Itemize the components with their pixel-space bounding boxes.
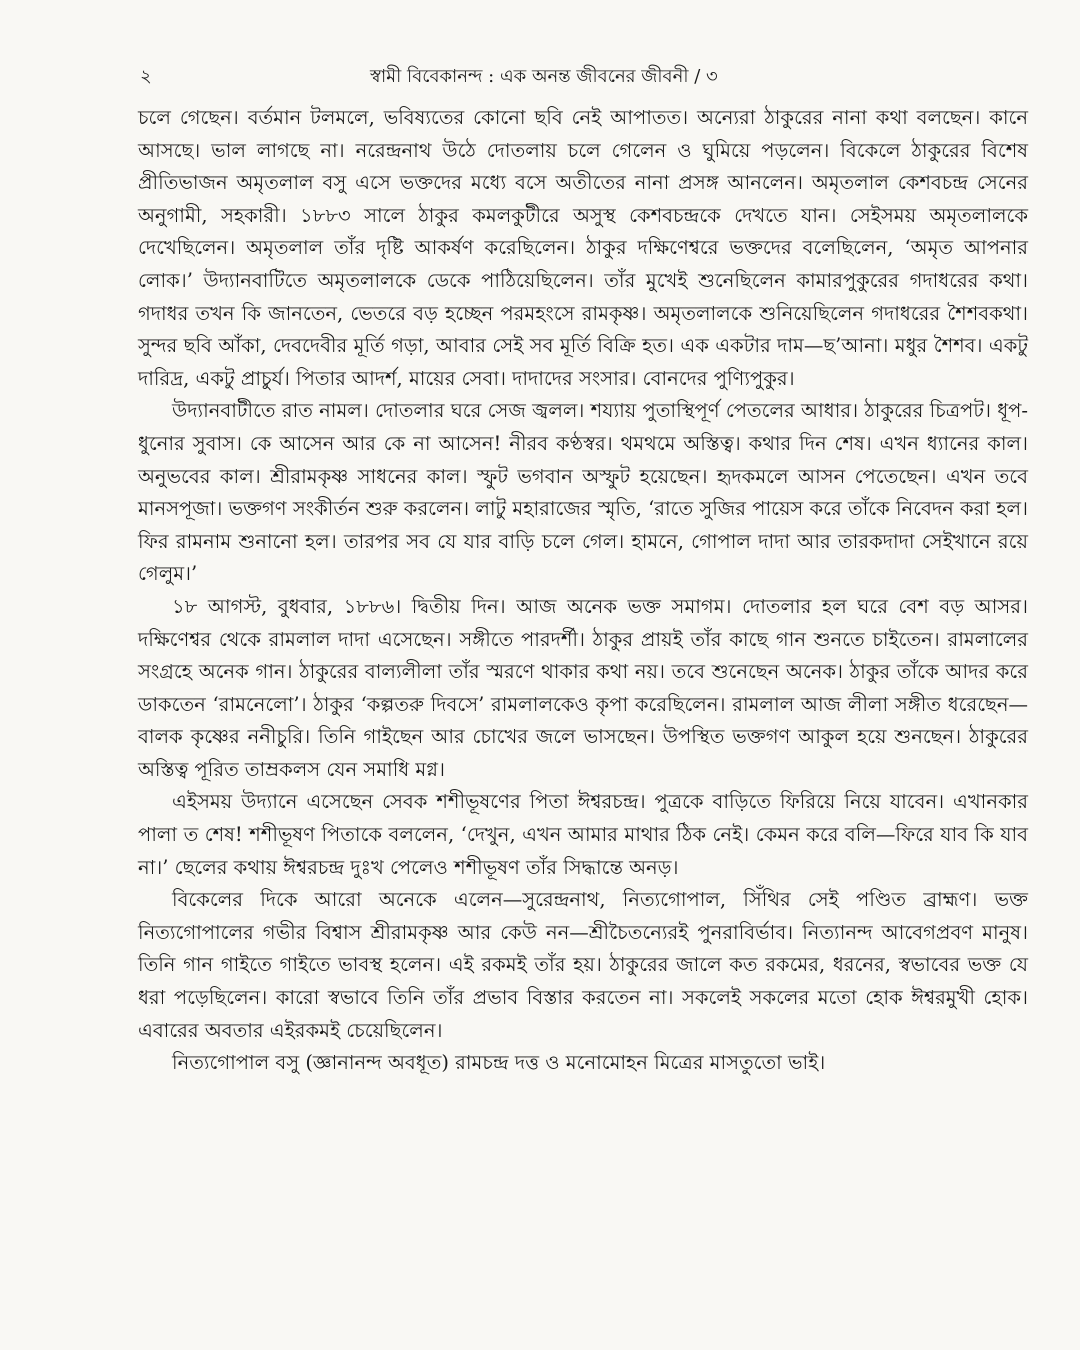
paragraph: উদ্যানবাটীতে রাত নামল। দোতলার ঘরে সেজ জ্বলল। শয্যায় পুতাস্থিপূর্ণ পেতলের আধার। ঠাকুরের চিত্রপট। ধূপ-ধুনোর সুবাস। কে আসেন আর কে না আসেন! নীরব কণ্ঠস্বর। থমথমে অস্তিত্ব। কথার দিন শেষ। এখন ধ্যানের কাল। অনুভবের কাল। শ্রীরামকৃষ্ণ সাধনের কাল। স্ফুট ভগবান অস্ফুট হয়েছেন। হৃদকমলে আসন পেতেছেন। এখন তবে মানসপূজা। ভক্তগণ সংকীর্তন শুরু করলেন। লাটু মহারাজের স্মৃতি, ‘রাতে সুজির পায়েস করে তাঁকে নিবেদন করা হল। ফির রামনাম শুনানো হল। তারপর সব যে যার বাড়ি চলে গেল। হামনে, গোপাল দাদা আর তারকদাদা সেইখানে রয়ে গেলুম।’ [138, 399, 1028, 586]
body-text [138, 102, 1028, 1080]
page-header [140, 60, 1030, 94]
page-number: ২ [140, 66, 152, 87]
paragraph: চলে গেছেন। বর্তমান টলমলে, ভবিষ্যতের কোনো ছবি নেই আপাতত। অন্যেরা ঠাকুরের নানা কথা বলছেন। কানে আসছে। ভাল লাগছে না। নরেন্দ্রনাথ উঠে দোতলায় চলে গেলেন ও ঘুমিয়ে পড়লেন। বিকেলে ঠাকুরের বিশেষ প্রীতিভাজন অমৃতলাল বসু এসে ভক্তদের মধ্যে বসে অতীতের নানা প্রসঙ্গ আনলেন। অমৃতলাল কেশবচন্দ্র সেনের অনুগামী, সহকারী। ১৮৮৩ সালে ঠাকুর কমলকুটীরে অসুস্থ কেশবচন্দ্রকে দেখতে যান। সেইসময় অমৃতলালকে দেখেছিলেন। অমৃতলাল তাঁর দৃষ্টি আকর্ষণ করেছিলেন। ঠাকুর দক্ষিণেশ্বরে ভক্তদের বলেছিলেন, ‘অমৃত আপনার লোক।’ উদ্যানবাটিতে অমৃতলালকে ডেকে পাঠিয়েছিলেন। তাঁর মুখেই শুনেছিলেন কামারপুকুরের গদাধরের কথা। গদাধর তখন কি জানতেন, ভেতরে বড় হচ্ছেন পরমহংসে রামকৃষ্ণ। অমৃতলালকে শুনিয়েছিলেন গদাধরের শৈশবকথা। সুন্দর ছবি আঁকা, দেবদেবীর মূর্তি গড়া, আবার সেই সব মূর্তি বিক্রি হত। এক একটার দাম—ছ’আনা। মধুর শৈশব। একটু দারিদ্র, একটু প্রাচুর্য। পিতার আদর্শ, মায়ের সেবা। দাদাদের সংসার। বোনদের পুণ্যিপুকুর। [138, 106, 1028, 390]
paragraph: ১৮ আগস্ট, বুধবার, ১৮৮৬। দ্বিতীয় দিন। আজ অনেক ভক্ত সমাগম। দোতলার হল ঘরে বেশ বড় আসর। দক্ষিণেশ্বর থেকে রামলাল দাদা এসেছেন। সঙ্গীতে পারদর্শী। ঠাকুর প্রায়ই তাঁর কাছে গান শুনতে চাইতেন। রামলালের সংগ্রহে অনেক গান। ঠাকুরের বাল্যলীলা তাঁর স্মরণে থাকার কথা নয়। তবে শুনেছেন অনেক। ঠাকুর তাঁকে আদর করে ডাকতেন ‘রামনেলো’। ঠাকুর ‘কল্পতরু দিবসে’ রামলালকেও কৃপা করেছিলেন। রামলাল আজ লীলা সঙ্গীত ধরেছেন—বালক কৃষ্ণের ননীচুরি। তিনি গাইছেন আর চোখের জলে ভাসছেন। উপস্থিত ভক্তগণ আকুল হয়ে শুনছেন। ঠাকুরের অস্তিত্ব পূরিত তাম্রকলস যেন সমাধি মগ্ন। [138, 594, 1028, 781]
paragraph: এইসময় উদ্যানে এসেছেন সেবক শশীভূষণের পিতা ঈশ্বরচন্দ্র। পুত্রকে বাড়িতে ফিরিয়ে নিয়ে যাবেন। এখানকার পালা ত শেষ! শশীভূষণ পিতাকে বললেন, ‘দেখুন, এখন আমার মাথার ঠিক নেই। কেমন করে বলি—ফিরে যাব কি যাব না।’ ছেলের কথায় ঈশ্বরচন্দ্র দুঃখ পেলেও শশীভূষণ তাঁর সিদ্ধান্তে অনড়। [138, 790, 1028, 879]
paragraph: নিত্যগোপাল বসু (জ্ঞানানন্দ অবধূত) রামচন্দ্র দত্ত ও মনোমোহন মিত্রের মাসতুতো ভাই। [172, 1051, 826, 1075]
running-title: স্বামী বিবেকানন্দ : এক অনন্ত জীবনের জীবনী / ৩ [370, 66, 718, 87]
paragraph: বিকেলের দিকে আরো অনেকে এলেন—সুরেন্দ্রনাথ, নিত্যগোপাল, সিঁথির সেই পণ্ডিত ব্রাহ্মণ। ভক্ত নিত্যগোপালের গভীর বিশ্বাস শ্রীরামকৃষ্ণ আর কেউ নন—শ্রীচৈতন্যেরই পুনরাবির্ভাব। নিত্যানন্দ আবেগপ্রবণ মানুষ। তিনি গান গাইতে গাইতে ভাবস্থ হলেন। এই রকমই তাঁর হয়। ঠাকুরের জালে কত রকমের, ধরনের, স্বভাবের ভক্ত যে ধরা পড়েছিলেন। কারো স্বভাবে তিনি তাঁর প্রভাব বিস্তার করতেন না। সকলেই সকলের মতো হোক ঈশ্বরমুখী হোক। এবারের অবতার এইরকমই চেয়েছিলেন। [138, 888, 1028, 1042]
